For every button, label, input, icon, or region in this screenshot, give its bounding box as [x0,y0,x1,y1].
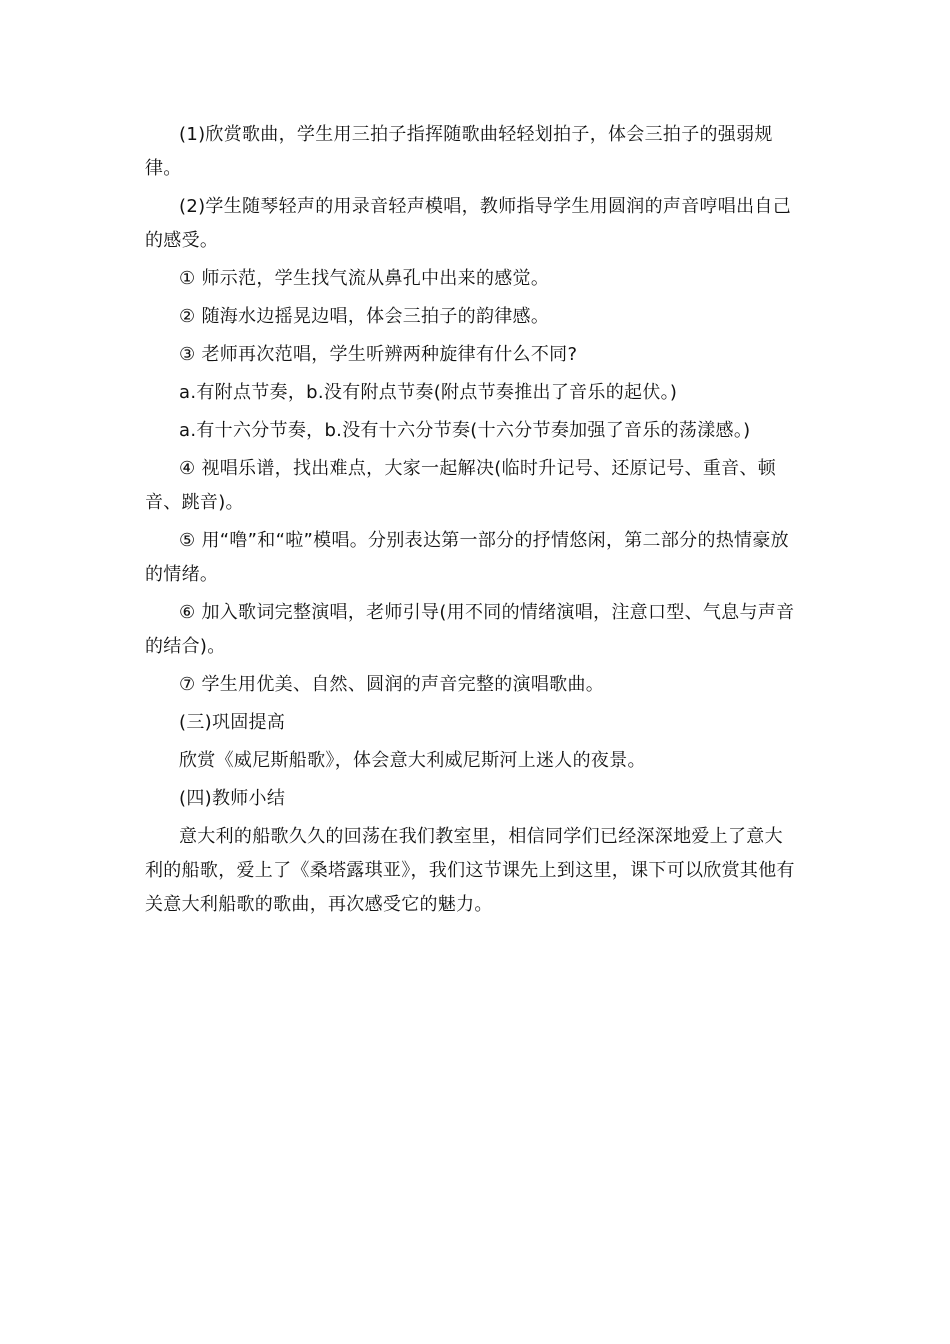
paragraph-step-3: ③ 老师再次范唱，学生听辨两种旋律有什么不同? [179,344,578,365]
paragraph-summary: 意大利的船歌久久的回荡在我们教室里，相信同学们已经深深地爱上了意大利的船歌，爱上了《桑塔露琪亚》，我们这节课先上到这里，课下可以欣赏其他有关意大利船歌的歌曲，再次感受它的魅力。 [145,826,795,915]
paragraph-step-6: ⑥ 加入歌词完整演唱，老师引导(用不同的情绪演唱，注意口型、气息与声音的结合)。 [145,602,795,657]
section-heading-summary: (四)教师小结 [179,788,286,809]
paragraph-sixteenth-rhythm: a.有十六分节奏，b.没有十六分节奏(十六分节奏加强了音乐的荡漾感。) [179,420,751,441]
paragraph-venice-song: 欣赏《威尼斯船歌》，体会意大利威尼斯河上迷人的夜景。 [179,750,646,771]
paragraph-dotted-rhythm: a.有附点节奏，b.没有附点节奏(附点节奏推出了音乐的起伏。) [179,382,678,403]
paragraph-step-4: ④ 视唱乐谱，找出难点，大家一起解决(临时升记号、还原记号、重音、顿音、跳音)。 [145,458,777,513]
paragraph-step-2: ② 随海水边摇晃边唱，体会三拍子的韵律感。 [179,306,550,327]
paragraph-step-1: ① 师示范，学生找气流从鼻孔中出来的感觉。 [179,268,550,289]
section-heading-consolidate: (三)巩固提高 [179,712,286,733]
paragraph-step-7: ⑦ 学生用优美、自然、圆润的声音完整的演唱歌曲。 [179,674,605,695]
document-body [145,118,801,926]
paragraph-hum-along: (2)学生随琴轻声的用录音轻声模唱，教师指导学生用圆润的声音哼唱出自己的感受。 [145,196,791,251]
paragraph-step-5: ⑤ 用“噜”和“啦”模唱。分别表达第一部分的抒情悠闲，第二部分的热情豪放的情绪。 [145,530,789,585]
paragraph-appreciate-song: (1)欣赏歌曲，学生用三拍子指挥随歌曲轻轻划拍子，体会三拍子的强弱规律。 [145,124,773,179]
